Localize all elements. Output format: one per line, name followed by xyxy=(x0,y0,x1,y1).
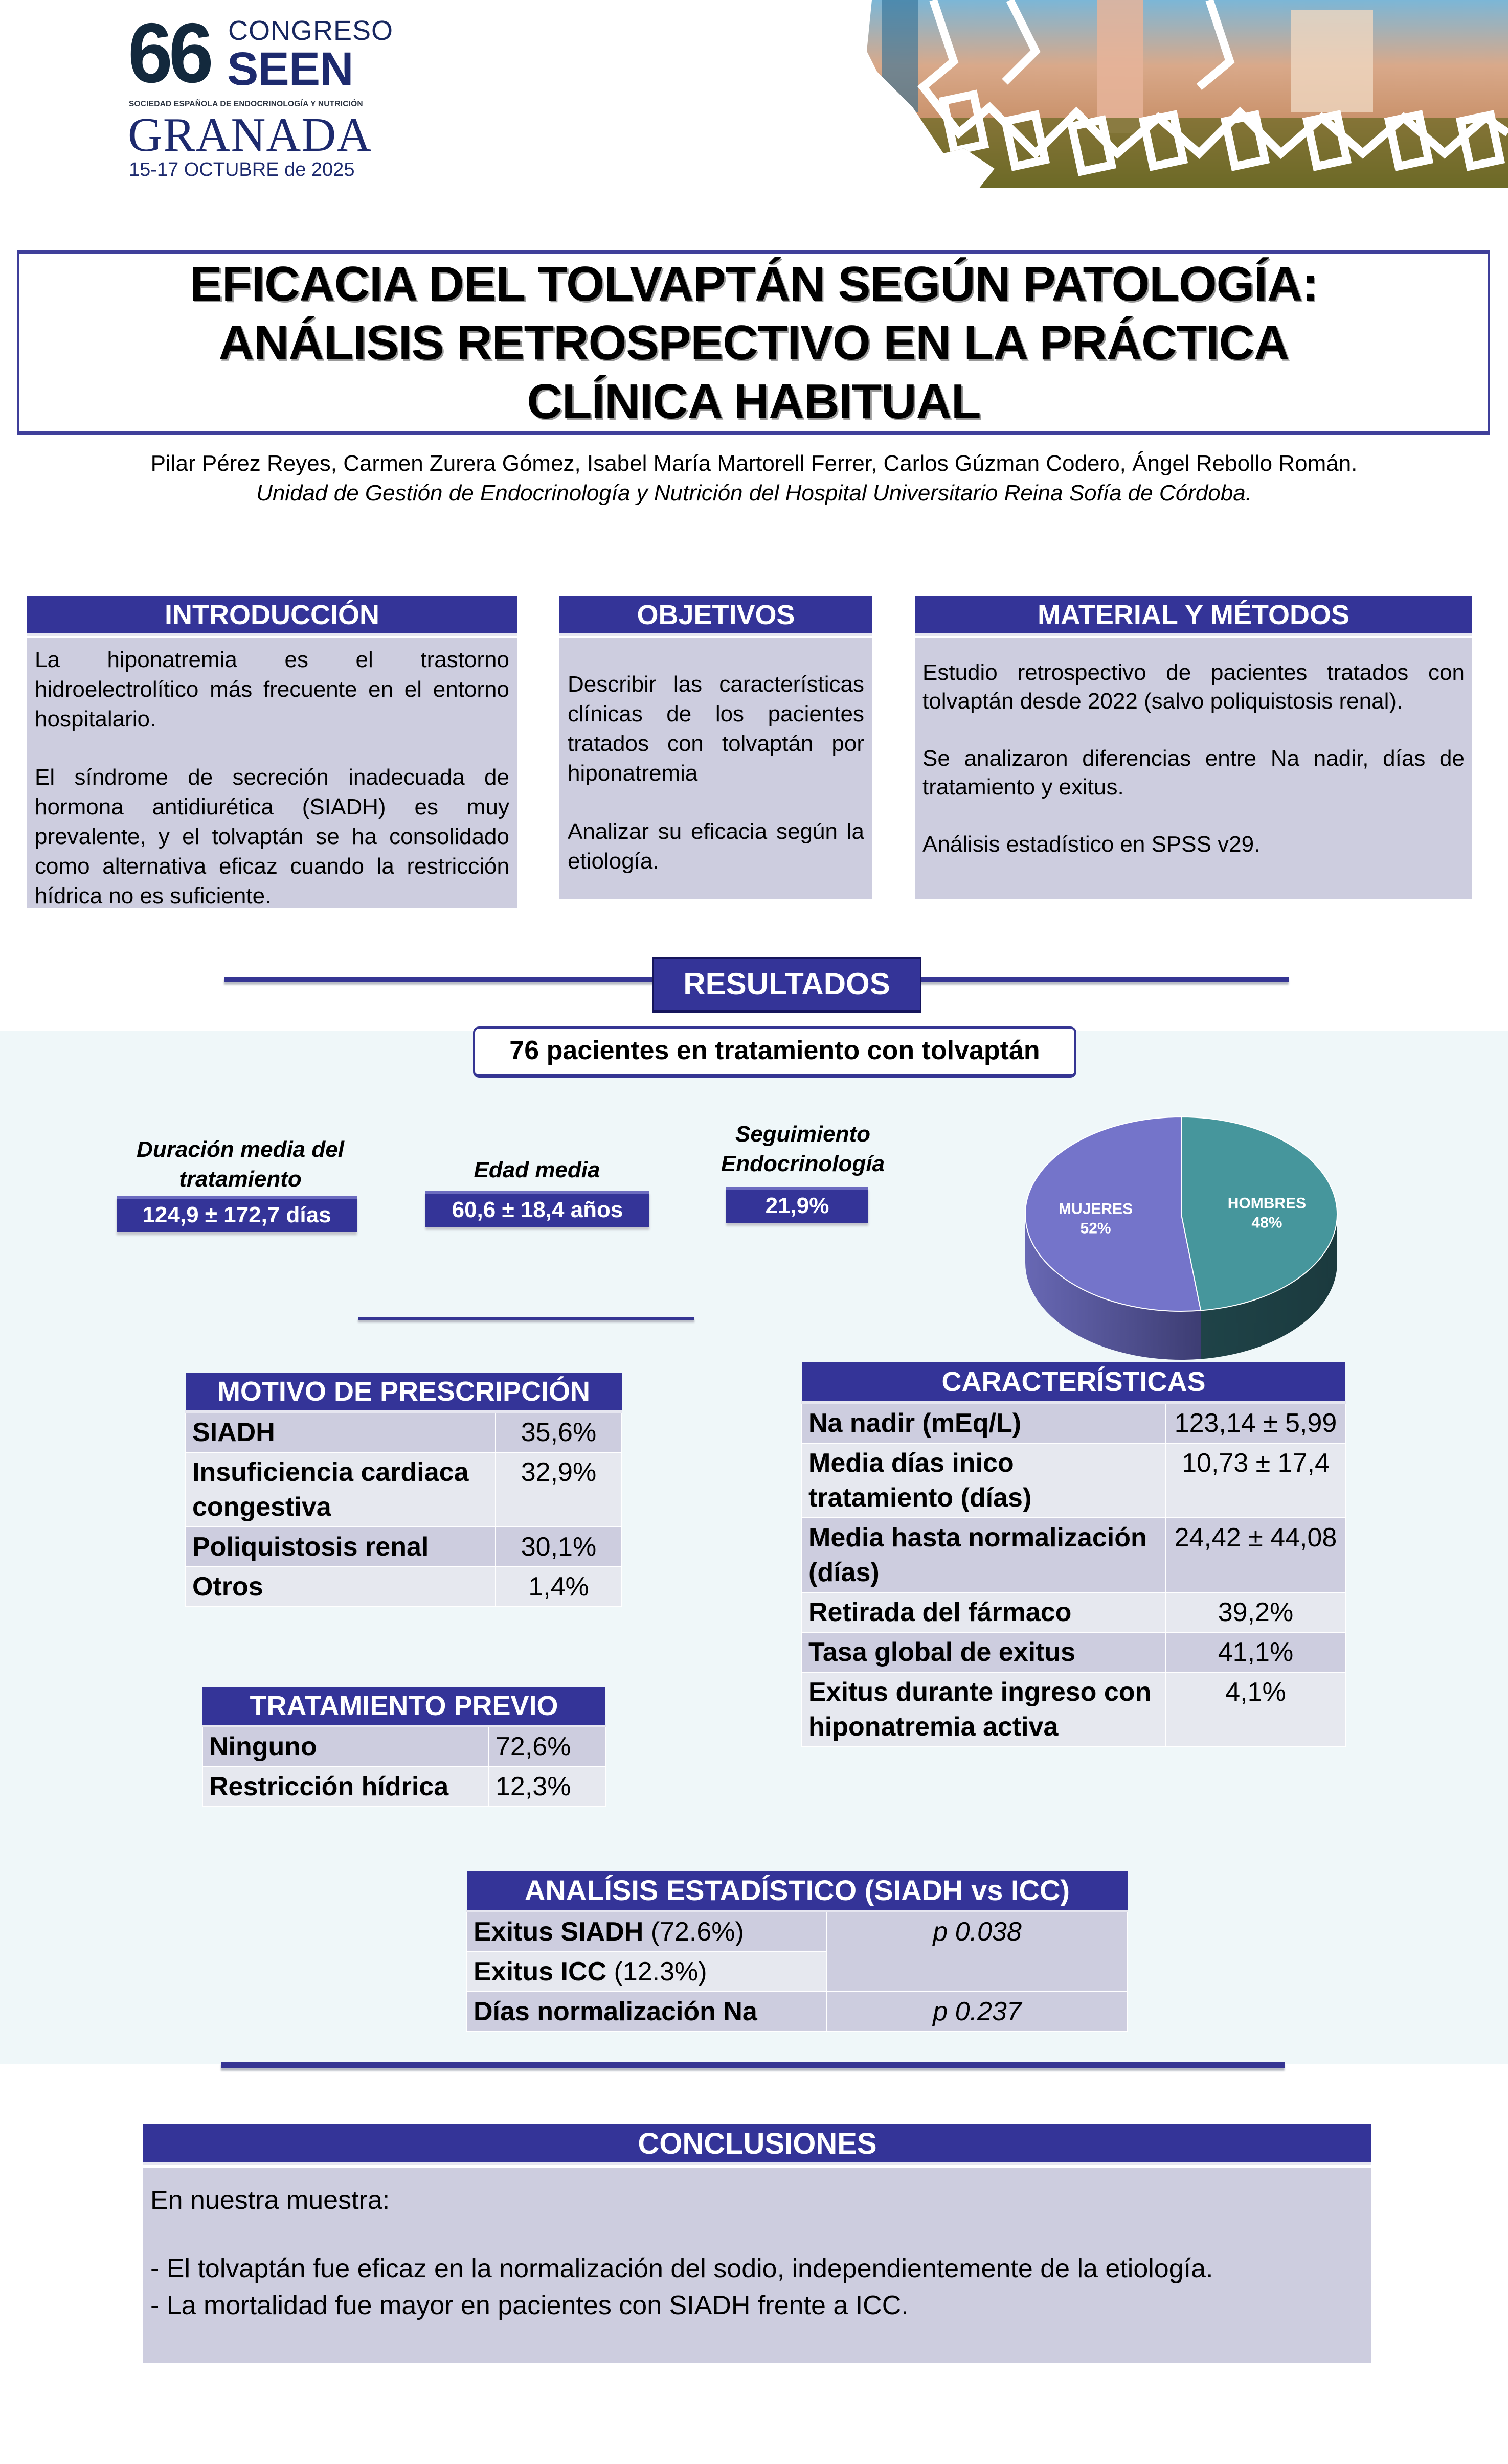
table-row xyxy=(802,1592,1345,1632)
kpi-duracion-label: Duración media del tratamiento xyxy=(137,1137,344,1192)
row-label: Retirada del fármaco xyxy=(802,1592,1166,1632)
authors: Pilar Pérez Reyes, Carmen Zurera Gómez, Isabel María Martorell Ferrer, Carlos Gúzman Codero, Ángel Rebollo Román. xyxy=(150,451,1358,476)
row-label: Restricción hídrica xyxy=(202,1767,489,1807)
header-image xyxy=(841,0,1508,188)
table-row xyxy=(467,1911,1128,1952)
kpi-duracion-value: 124,9 ± 172,7 días xyxy=(117,1196,357,1232)
pie-label-category: MUJERES xyxy=(1059,1200,1133,1218)
row-value: 35,6% xyxy=(496,1411,622,1452)
row-label: Na nadir (mEq/L) xyxy=(802,1402,1166,1443)
tratamiento-previo-table xyxy=(202,1687,606,1807)
table-row xyxy=(802,1672,1345,1747)
logo-dates: 15-17 OCTUBRE de 2025 xyxy=(129,159,355,180)
material-metodos-body xyxy=(915,638,1472,899)
table-row xyxy=(467,1992,1128,2032)
row-value: 12,3% xyxy=(489,1767,605,1807)
row-label-pct: (72.6%) xyxy=(643,1917,744,1947)
row-label-pct: (12.3%) xyxy=(606,1956,707,1987)
patients-count-badge: 76 pacientes en tratamiento con tolvaptán xyxy=(473,1026,1076,1078)
introduccion-paragraph: El síndrome de secreción inadecuada de hormona antidiurética (SIADH) es muy prevalente, y el tolvaptán se ha consolidado como alternativa eficaz cuando la restricción hídrica no es suficiente. xyxy=(35,765,509,908)
poster-title-box xyxy=(17,250,1490,435)
row-value: 123,14 ± 5,99 xyxy=(1166,1402,1345,1443)
table-row xyxy=(802,1518,1345,1592)
kpi-seguimiento-value: 21,9% xyxy=(726,1187,868,1223)
row-value: 41,1% xyxy=(1166,1632,1345,1672)
kpi-edad-label: Edad media xyxy=(474,1157,600,1182)
poster-title xyxy=(190,255,1318,431)
row-label: SIADH xyxy=(186,1411,496,1452)
row-label: Otros xyxy=(186,1567,496,1607)
table-row xyxy=(202,1767,605,1807)
introduccion-heading: INTRODUCCIÓN xyxy=(27,596,517,636)
material-metodos-paragraph: Se analizaron diferencias entre Na nadir, días de tratamiento y exitus. xyxy=(922,746,1465,800)
conclusiones-body xyxy=(143,2168,1371,2363)
objetivos-heading: OBJETIVOS xyxy=(559,596,872,636)
resultados-heading: RESULTADOS xyxy=(652,957,921,1013)
row-label-bold: Exitus ICC xyxy=(474,1956,607,1987)
motivo-prescripcion-heading: MOTIVO DE PRESCRIPCIÓN xyxy=(186,1373,622,1411)
logo-seen: SEEN xyxy=(227,43,353,95)
kpi-edad-value: 60,6 ± 18,4 años xyxy=(425,1191,649,1227)
results-bottom-divider xyxy=(221,2062,1285,2068)
results-divider-right xyxy=(920,977,1289,982)
table-row xyxy=(202,1726,605,1767)
results-mini-divider xyxy=(358,1317,694,1320)
analisis-heading: ANALÍSIS ESTADÍSTICO (SIADH vs ICC) xyxy=(467,1871,1128,1911)
tratamiento-previo-heading: TRATAMIENTO PREVIO xyxy=(202,1687,605,1726)
introduccion-body xyxy=(27,638,517,908)
row-value: 32,9% xyxy=(496,1452,622,1527)
pie-label-value: 48% xyxy=(1251,1214,1282,1231)
row-label xyxy=(467,1911,827,1952)
congress-logo xyxy=(128,6,394,180)
row-label: Insuficiencia cardiaca congestiva xyxy=(186,1452,496,1527)
row-label: Exitus durante ingreso con hiponatremia activa xyxy=(802,1672,1166,1747)
row-value: 10,73 ± 17,4 xyxy=(1166,1443,1345,1518)
row-label-bold: Días normalización Na xyxy=(474,1996,757,2026)
row-label: Media días inico tratamiento (días) xyxy=(802,1443,1166,1518)
row-label: Tasa global de exitus xyxy=(802,1632,1166,1672)
logo-society: SOCIEDAD ESPAÑOLA DE ENDOCRINOLOGÍA Y NUTRICIÓN xyxy=(129,100,363,108)
sex-pie-chart xyxy=(1007,1125,1355,1329)
row-label: Poliquistosis renal xyxy=(186,1527,496,1567)
alhambra-pattern-image xyxy=(841,0,1508,188)
table-row xyxy=(186,1567,622,1607)
logo-number: 66 xyxy=(128,6,210,101)
row-label-bold: Exitus SIADH xyxy=(474,1917,644,1947)
caracteristicas-heading: CARACTERÍSTICAS xyxy=(802,1362,1345,1402)
caracteristicas-table xyxy=(801,1362,1346,1747)
table-row xyxy=(186,1452,622,1527)
pie-chart-svg xyxy=(1007,1125,1355,1329)
row-label: Media hasta normalización (días) xyxy=(802,1518,1166,1592)
row-value: 1,4% xyxy=(496,1567,622,1607)
conclusiones-lead: En nuestra muestra: xyxy=(150,2185,390,2215)
pie-label-value: 52% xyxy=(1080,1220,1111,1237)
table-row xyxy=(802,1443,1345,1518)
p-value: p 0.237 xyxy=(827,1992,1128,2032)
conclusion-point: - El tolvaptán fue eficaz en la normalización del sodio, independientemente de la etiología. xyxy=(150,2254,1213,2284)
results-divider-left xyxy=(224,977,654,982)
material-metodos-heading: MATERIAL Y MÉTODOS xyxy=(915,596,1472,636)
objetivos-body xyxy=(559,638,872,899)
table-row xyxy=(186,1527,622,1567)
row-label: Ninguno xyxy=(202,1726,489,1767)
title-line-1: EFICACIA DEL TOLVAPTÁN SEGÚN PATOLOGÍA: xyxy=(189,256,1318,311)
objetivos-paragraph: Analizar su eficacia según la etiología. xyxy=(568,819,864,874)
pie-label-category: HOMBRES xyxy=(1227,1195,1307,1212)
motivo-prescripcion-table xyxy=(185,1373,622,1607)
row-value: 39,2% xyxy=(1166,1592,1345,1632)
introduccion-paragraph: La hiponatremia es el trastorno hidroelectrolítico más frecuente en el entorno hospitalario. xyxy=(35,647,509,732)
material-metodos-paragraph: Análisis estadístico en SPSS v29. xyxy=(922,832,1261,857)
logo-congreso: CONGRESO xyxy=(228,15,394,46)
row-label xyxy=(467,1952,827,1992)
objetivos-paragraph: Describir las características clínicas de los pacientes tratados con tolvaptán por hiponatremia xyxy=(568,672,864,786)
p-value: p 0.038 xyxy=(827,1911,1128,1992)
row-value: 72,6% xyxy=(489,1726,605,1767)
table-row xyxy=(186,1411,622,1452)
kpi-seguimiento-label: Seguimiento Endocrinología xyxy=(721,1122,885,1176)
table-row xyxy=(802,1632,1345,1672)
logo-city: GRANADA xyxy=(128,108,372,162)
table-row xyxy=(802,1402,1345,1443)
row-label xyxy=(467,1992,827,2032)
analisis-estadistico-table xyxy=(466,1871,1128,2032)
row-value: 30,1% xyxy=(496,1527,622,1567)
row-value: 24,42 ± 44,08 xyxy=(1166,1518,1345,1592)
title-line-3: CLÍNICA HABITUAL xyxy=(527,374,981,429)
conclusion-point: - La mortalidad fue mayor en pacientes con SIADH frente a ICC. xyxy=(150,2291,909,2320)
conclusiones-heading: CONCLUSIONES xyxy=(143,2124,1371,2165)
affiliation: Unidad de Gestión de Endocrinología y Nutrición del Hospital Universitario Reina Sofía de Córdoba. xyxy=(256,481,1252,506)
row-value: 4,1% xyxy=(1166,1672,1345,1747)
material-metodos-paragraph: Estudio retrospectivo de pacientes tratados con tolvaptán desde 2022 (salvo poliquistosis renal). xyxy=(922,660,1465,714)
title-line-2: ANÁLISIS RETROSPECTIVO EN LA PRÁCTICA xyxy=(218,315,1289,370)
